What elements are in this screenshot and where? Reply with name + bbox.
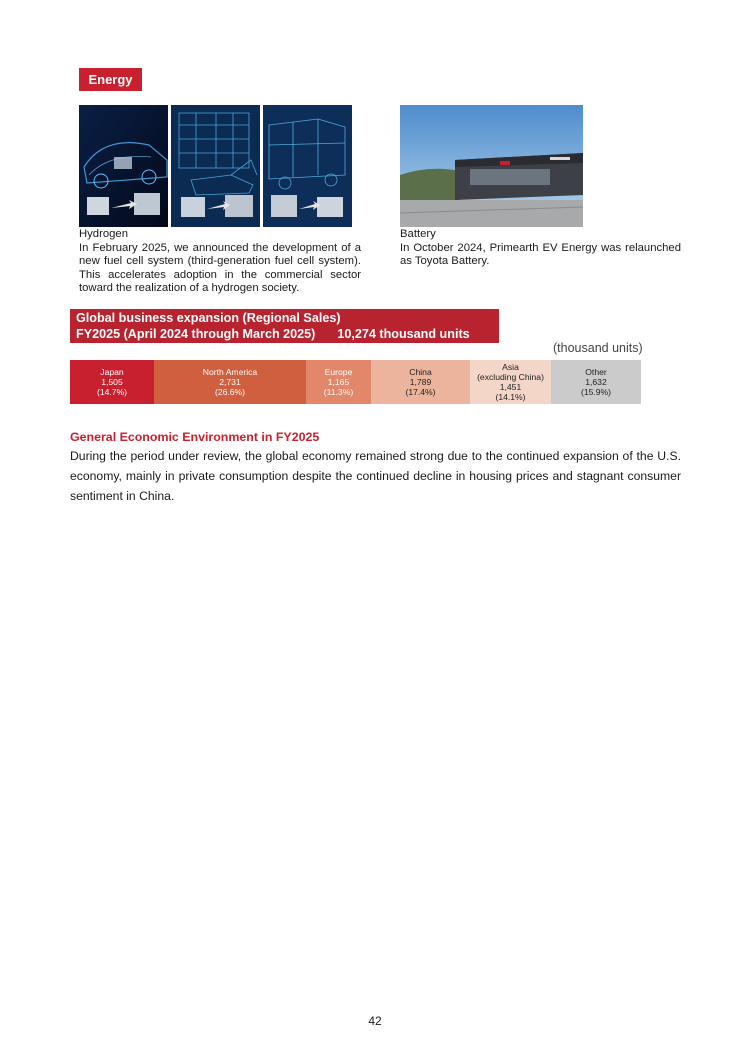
hydrogen-photo-car [79,105,168,227]
segment-value-label: 1,632 [585,377,607,387]
segment-value-label: 1,165 [327,377,350,387]
segment-percent-label: (11.3%) [323,387,354,397]
hydrogen-caption [79,228,361,296]
segment-value-label: 1,789 [409,377,432,387]
segment-percent-label: (17.4%) [405,387,436,397]
segment-percent-label: (26.6%) [214,387,246,397]
battery-title: Battery [400,228,436,240]
segment-percent-label: (14.7%) [96,387,128,397]
economy-paragraph: During the period under review, the global economy remained strong due to the continued expansion of the U.S. economy, mainly in private consumption despite the continued decline in housing prices and stagnant consumer sentiment in China. [70,449,681,503]
battery-caption [400,228,681,269]
segment-name-label: North America [202,367,258,377]
sales-segment-2 [154,360,306,404]
regional-sales-bar [70,360,641,404]
sales-segment-6 [551,360,641,404]
segment-name-label: China [409,367,432,377]
units-label: (thousand units) [553,341,643,355]
battery-body: In October 2024, Primearth EV Energy was relaunched as Toyota Battery. [400,241,681,268]
battery-factory-photo [400,105,583,227]
segment-name-label: Japan [100,367,124,377]
hydrogen-title: Hydrogen [79,228,128,240]
sales-segment-1 [70,360,154,404]
segment-value-label: 1,451 [499,382,522,392]
hydrogen-body: In February 2025, we announced the development of a new fuel cell system (third-generation fuel cell system). This accelerates adoption in the commercial sector toward the realization of a hydrogen society. [79,241,361,295]
hydrogen-photo-excavator [171,105,260,227]
banner-period: FY2025 (April 2024 through March 2025) [76,327,316,341]
sales-segment-5 [470,360,551,404]
segment-name-label: Europe [324,367,353,377]
banner-subtitle [76,326,499,342]
section-tag-energy: Energy [79,68,142,91]
regional-sales-banner [70,309,499,343]
page-number: 42 [368,1014,382,1028]
segment-value-label: 2,731 [219,377,241,387]
hydrogen-photo-truck [263,105,352,227]
economy-heading: General Economic Environment in FY2025 [70,430,320,444]
segment-name-label: Asia [502,362,519,372]
sales-segment-4 [371,360,470,404]
segment-percent-label: (14.1%) [495,392,526,402]
sales-segment-3 [306,360,371,404]
banner-title: Global business expansion (Regional Sales) [76,311,341,325]
segment-value-label: 1,505 [101,377,123,387]
segment-name-label: (excluding China) [477,372,544,382]
segment-name-label: Other [585,367,607,377]
segment-percent-label: (15.9%) [580,387,612,397]
banner-total: 10,274 thousand units [337,327,470,341]
